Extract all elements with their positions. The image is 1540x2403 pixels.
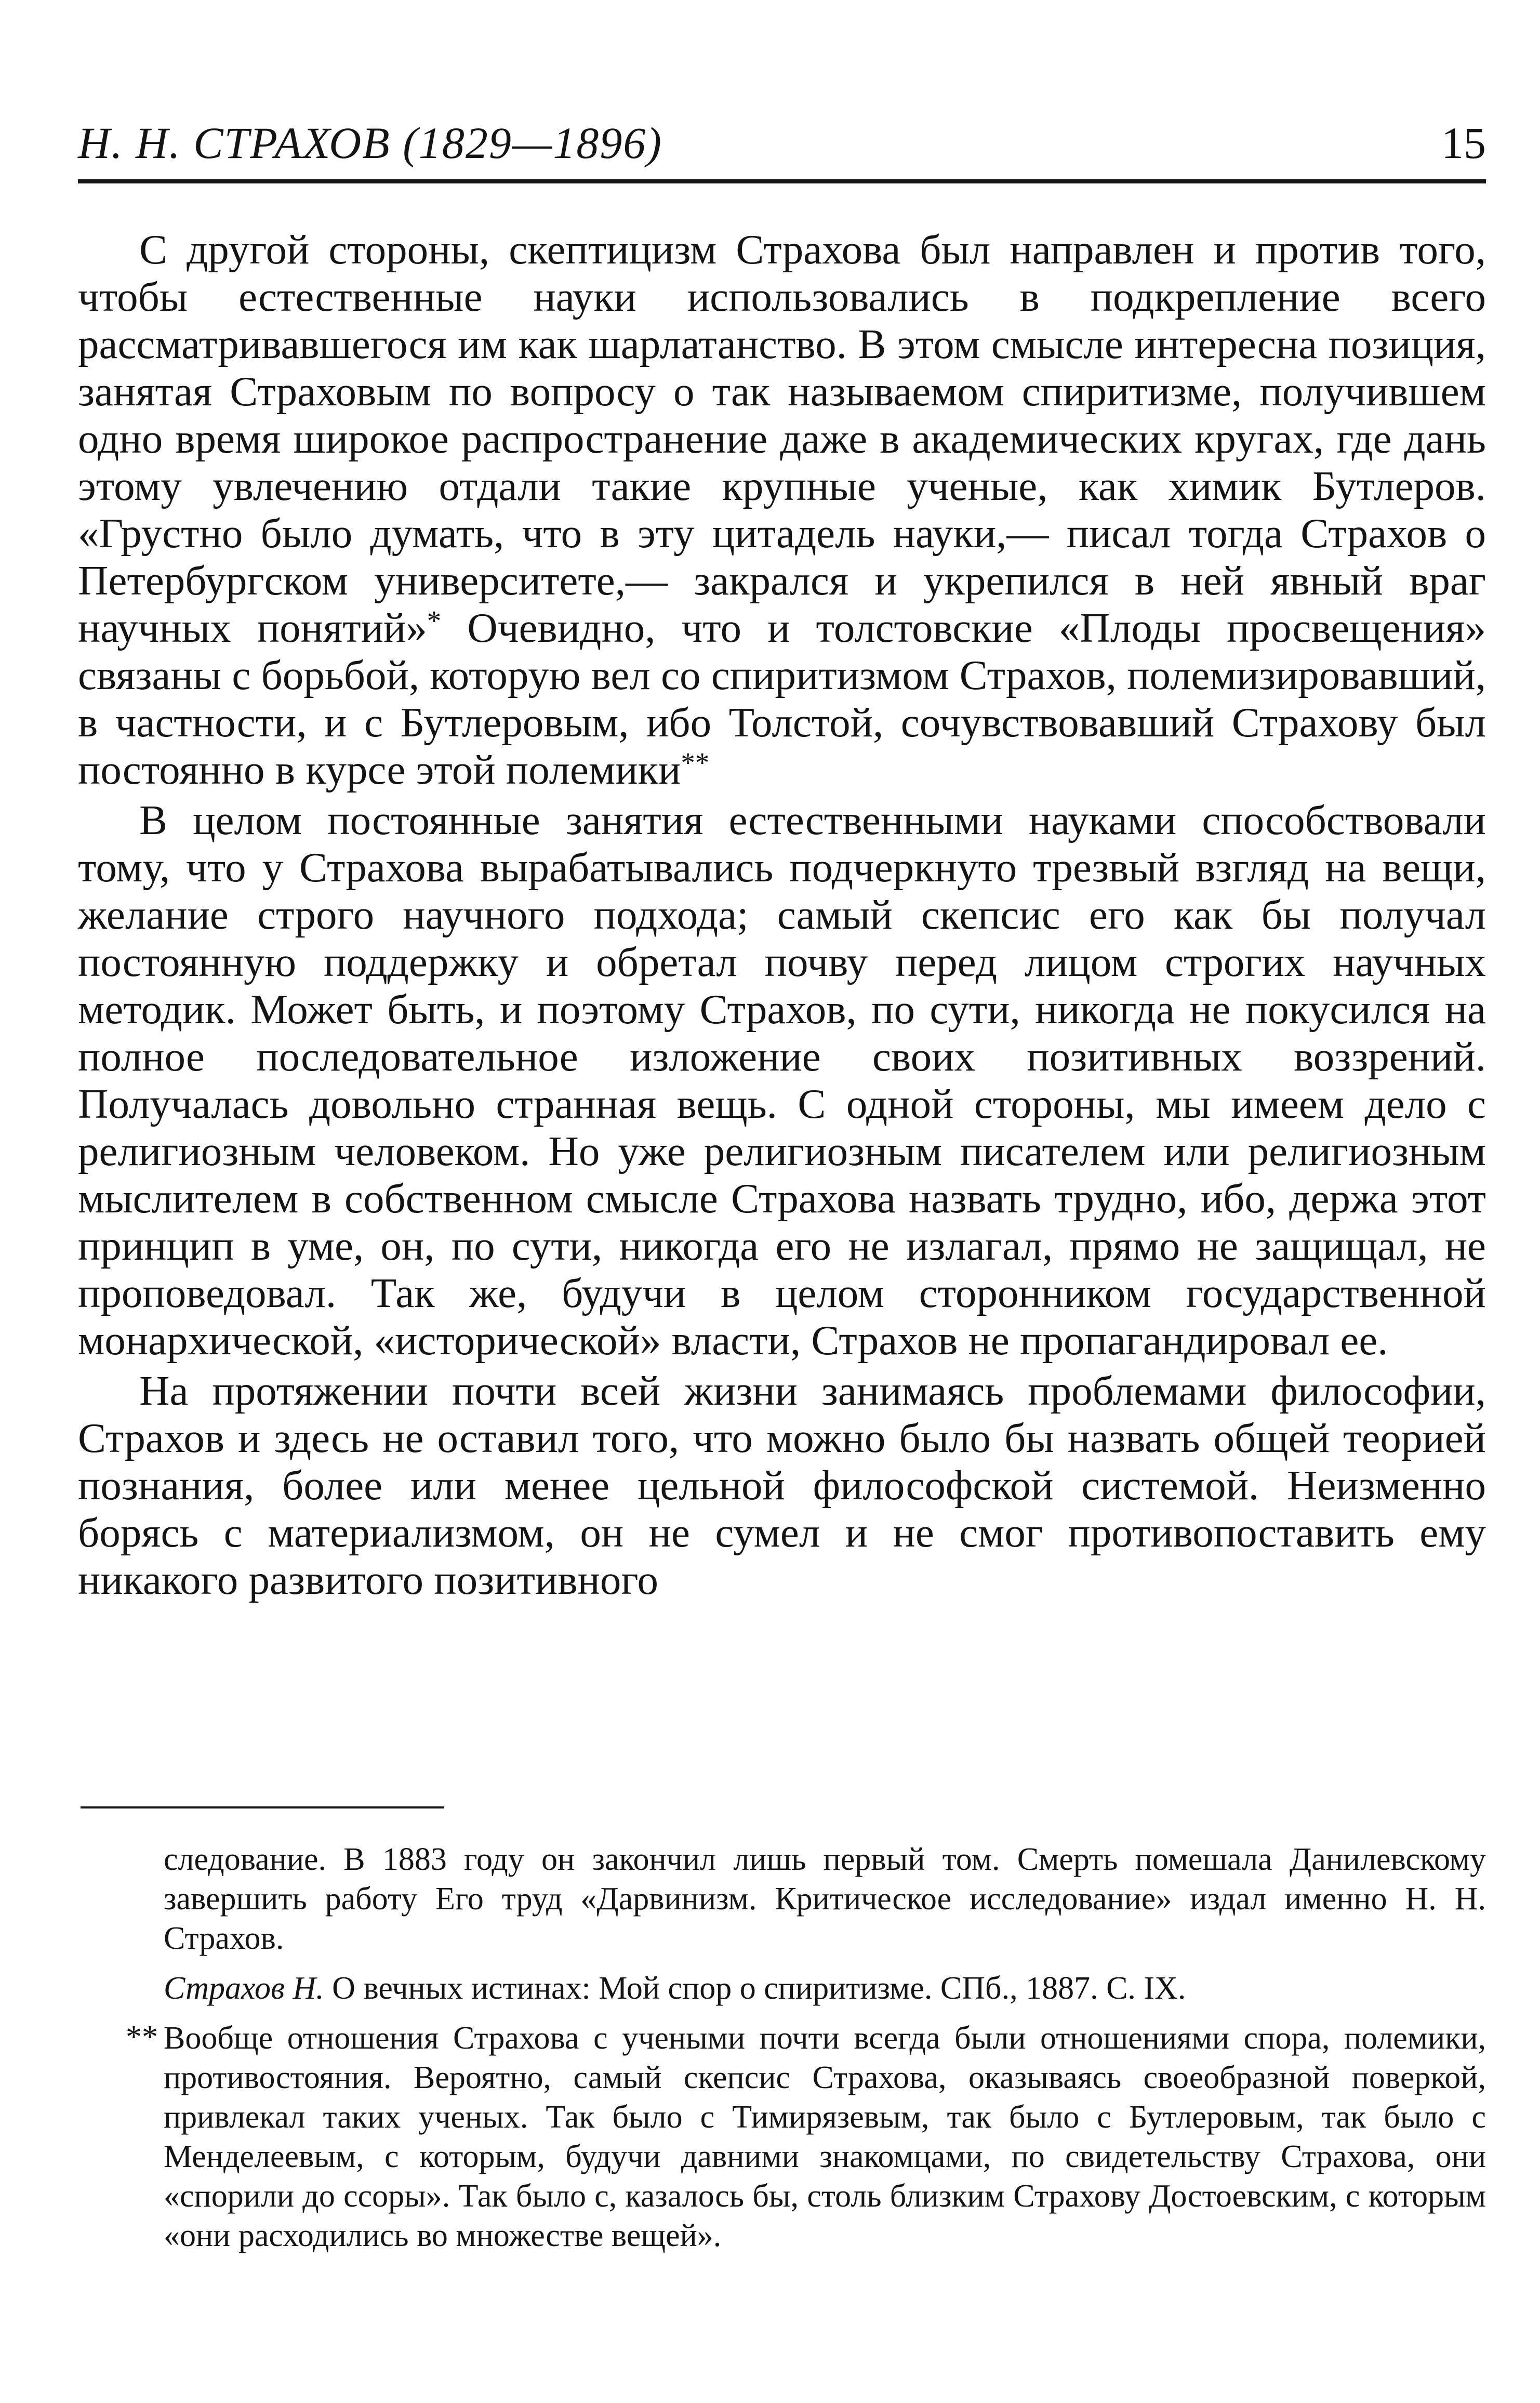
paragraph-1-text-b: Очевидно, что и толстовские «Плоды просвещения» связаны с борьбой, которую вел со спиритизмом Страхов, полемизировавший, в частности, и с Бутлеровым, ибо Толстой, сочувствовавший Страхову был постоянно в курсе этой полемики: [78, 604, 1486, 793]
header-rule: [78, 179, 1486, 183]
paragraph-1-text-a: С другой стороны, скептицизм Страхова был направлен и против того, чтобы естественные науки использовались в подкрепление всего рассматривавшегося им как шарлатанство. В этом смысле интересна позиция, занятая Страховым по вопросу о так называемом спиритизме, получившем одно время широкое распространение даже в академических кругах, где дань этому увлечению отдали такие крупные ученые, как химик Бутлеров. «Грустно было думать, что в эту цитадель науки,— писал тогда Страхов о Петербургском университете,— закрался и укрепился в ней явный враг научных понятий»: [78, 226, 1486, 651]
paragraph-2: В целом постоянные занятия естественными науками способствовали тому, что у Страхова вырабатывались подчеркнуто трезвый взгляд на вещи, желание строго научного подхода; самый скепсис его как бы получал постоянную поддержку и обретал почву перед лицом строгих научных методик. Может быть, и поэтому Страхов, по сути, никогда не покусился на полное последовательное изложение своих позитивных воззрений. Получалась довольно странная вещь. С одной стороны, мы имеем дело с религиозным человеком. Но уже религиозным писателем или религиозным мыслителем в собственном смысле Страхова назвать трудно, ибо, держа этот принцип в уме, он, по сути, никогда его не излагал, прямо не защищал, не проповедовал. Так же, будучи в целом сторонником государственной монархической, «исторической» власти, Страхов не пропагандировал ее.: [78, 797, 1486, 1364]
footnote-1: [78, 1969, 1486, 2008]
paragraph-1: [78, 226, 1486, 794]
footnote-rule: [81, 1806, 444, 1808]
footnote-2: [78, 2018, 1486, 2255]
footnote-1-author: Страхов Н.: [164, 1971, 324, 2006]
footnote-ref-2: **: [681, 747, 710, 778]
page-number: 15: [1441, 118, 1486, 168]
footnote-2-text: Вообще отношения Страхова с учеными почти всегда были отношениями спора, полемики, противостояния. Вероятно, самый скепсис Страхова, оказываясь своеобразной поверкой, привлекал таких ученых. Так было с Тимирязевым, так было с Бутлеровым, так было с Менделеевым, с которым, будучи давними знакомцами, по свидетельству Страхова, они «спорили до ссоры». Так было с, казалось бы, столь близким Страхову Достоевским, с которым «они расходились во множестве вещей».: [164, 2021, 1486, 2253]
footnote-1-text: О вечных истинах: Мой спор о спиритизме. СПб., 1887. С. IX.: [324, 1971, 1186, 2006]
footnote-2-mark: **: [126, 2019, 158, 2055]
footnotes: [78, 1840, 1486, 2266]
running-title: Н. Н. СТРАХОВ (1829—1896): [78, 118, 662, 168]
paragraph-3: На протяжении почти всей жизни занимаясь проблемами философии, Страхов и здесь не оставил того, что можно было бы назвать общей теорией познания, более или менее цельной философской системой. Неизменно борясь с материализмом, он не сумел и не смог противопоставить ему никакого развитого позитивного: [78, 1367, 1486, 1603]
main-text: [78, 226, 1486, 1607]
footnote-continuation: следование. В 1883 году он закончил лишь первый том. Смерть помешала Данилевскому завершить работу Его труд «Дарвинизм. Критическое исследование» издал именно Н. Н. Страхов.: [164, 1842, 1486, 1956]
page-header: [78, 107, 1486, 179]
footnote-ref-1: *: [427, 605, 442, 637]
